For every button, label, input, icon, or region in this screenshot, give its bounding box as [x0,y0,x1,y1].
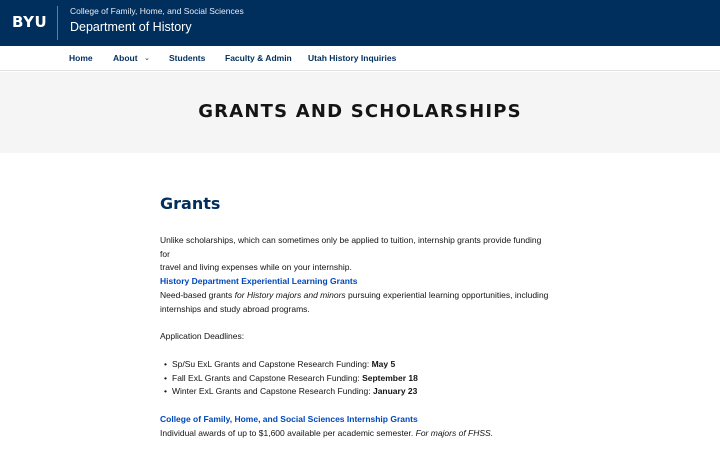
intro-line-1: Unlike scholarships, which can sometimes only be applied to tuition, internship grants provide funding for [160,235,542,259]
deadlines-label: Application Deadlines: [160,331,245,341]
nav-about[interactable]: About [113,53,138,63]
grant2-desc-italic: For majors of FHSS. [415,428,494,438]
intro-paragraph [160,234,550,275]
list-item [172,359,395,369]
grant1-desc-pre: Need-based grants [160,290,235,300]
department-title[interactable]: Department of History [70,20,192,34]
nav-home[interactable]: Home [69,53,93,63]
deadline-label: Sp/Su ExL Grants and Capstone Research Funding: [172,359,372,369]
nav-students[interactable]: Students [169,53,206,63]
deadline-label: Winter ExL Grants and Capstone Research Funding: [172,386,373,396]
header-divider [57,6,58,40]
grant1-desc-post: pursuing experiential learning opportunities, including [345,290,549,300]
byu-logo[interactable]: BYU [12,13,48,31]
deadline-date: May 5 [371,359,396,369]
page-title: GRANTS AND SCHOLARSHIPS [198,101,522,122]
fhss-internship-grants-description [160,427,550,441]
list-item [172,373,418,383]
fhss-internship-grants-link[interactable]: College of Family, Home, and Social Sciences Internship Grants [160,414,418,424]
deadline-date: September 18 [362,373,418,383]
college-link[interactable]: College of Family, Home, and Social Sciences [70,6,244,16]
main-nav [0,46,720,71]
history-exl-grants-link[interactable]: History Department Experiential Learning Grants [160,276,358,286]
grant2-desc-pre: Individual awards of up to $1,600 available per academic semester. [160,428,416,438]
nav-utah-history-inquiries[interactable]: Utah History Inquiries [308,53,397,63]
chevron-down-icon[interactable]: ⌄ [144,55,150,62]
grant1-desc-line2: internships and study abroad programs. [160,303,310,314]
intro-line-2: travel and living expenses while on your internship. [160,262,352,272]
section-heading-grants: Grants [160,194,221,213]
nav-faculty-admin[interactable]: Faculty & Admin [225,53,292,63]
history-exl-grants-description [160,289,550,316]
deadline-date: January 23 [372,386,418,396]
site-header [0,0,720,46]
deadline-label: Fall ExL Grants and Capstone Research Funding: [172,373,363,383]
list-item [172,386,417,396]
grant1-desc-italic: for History majors and minors [234,290,346,300]
